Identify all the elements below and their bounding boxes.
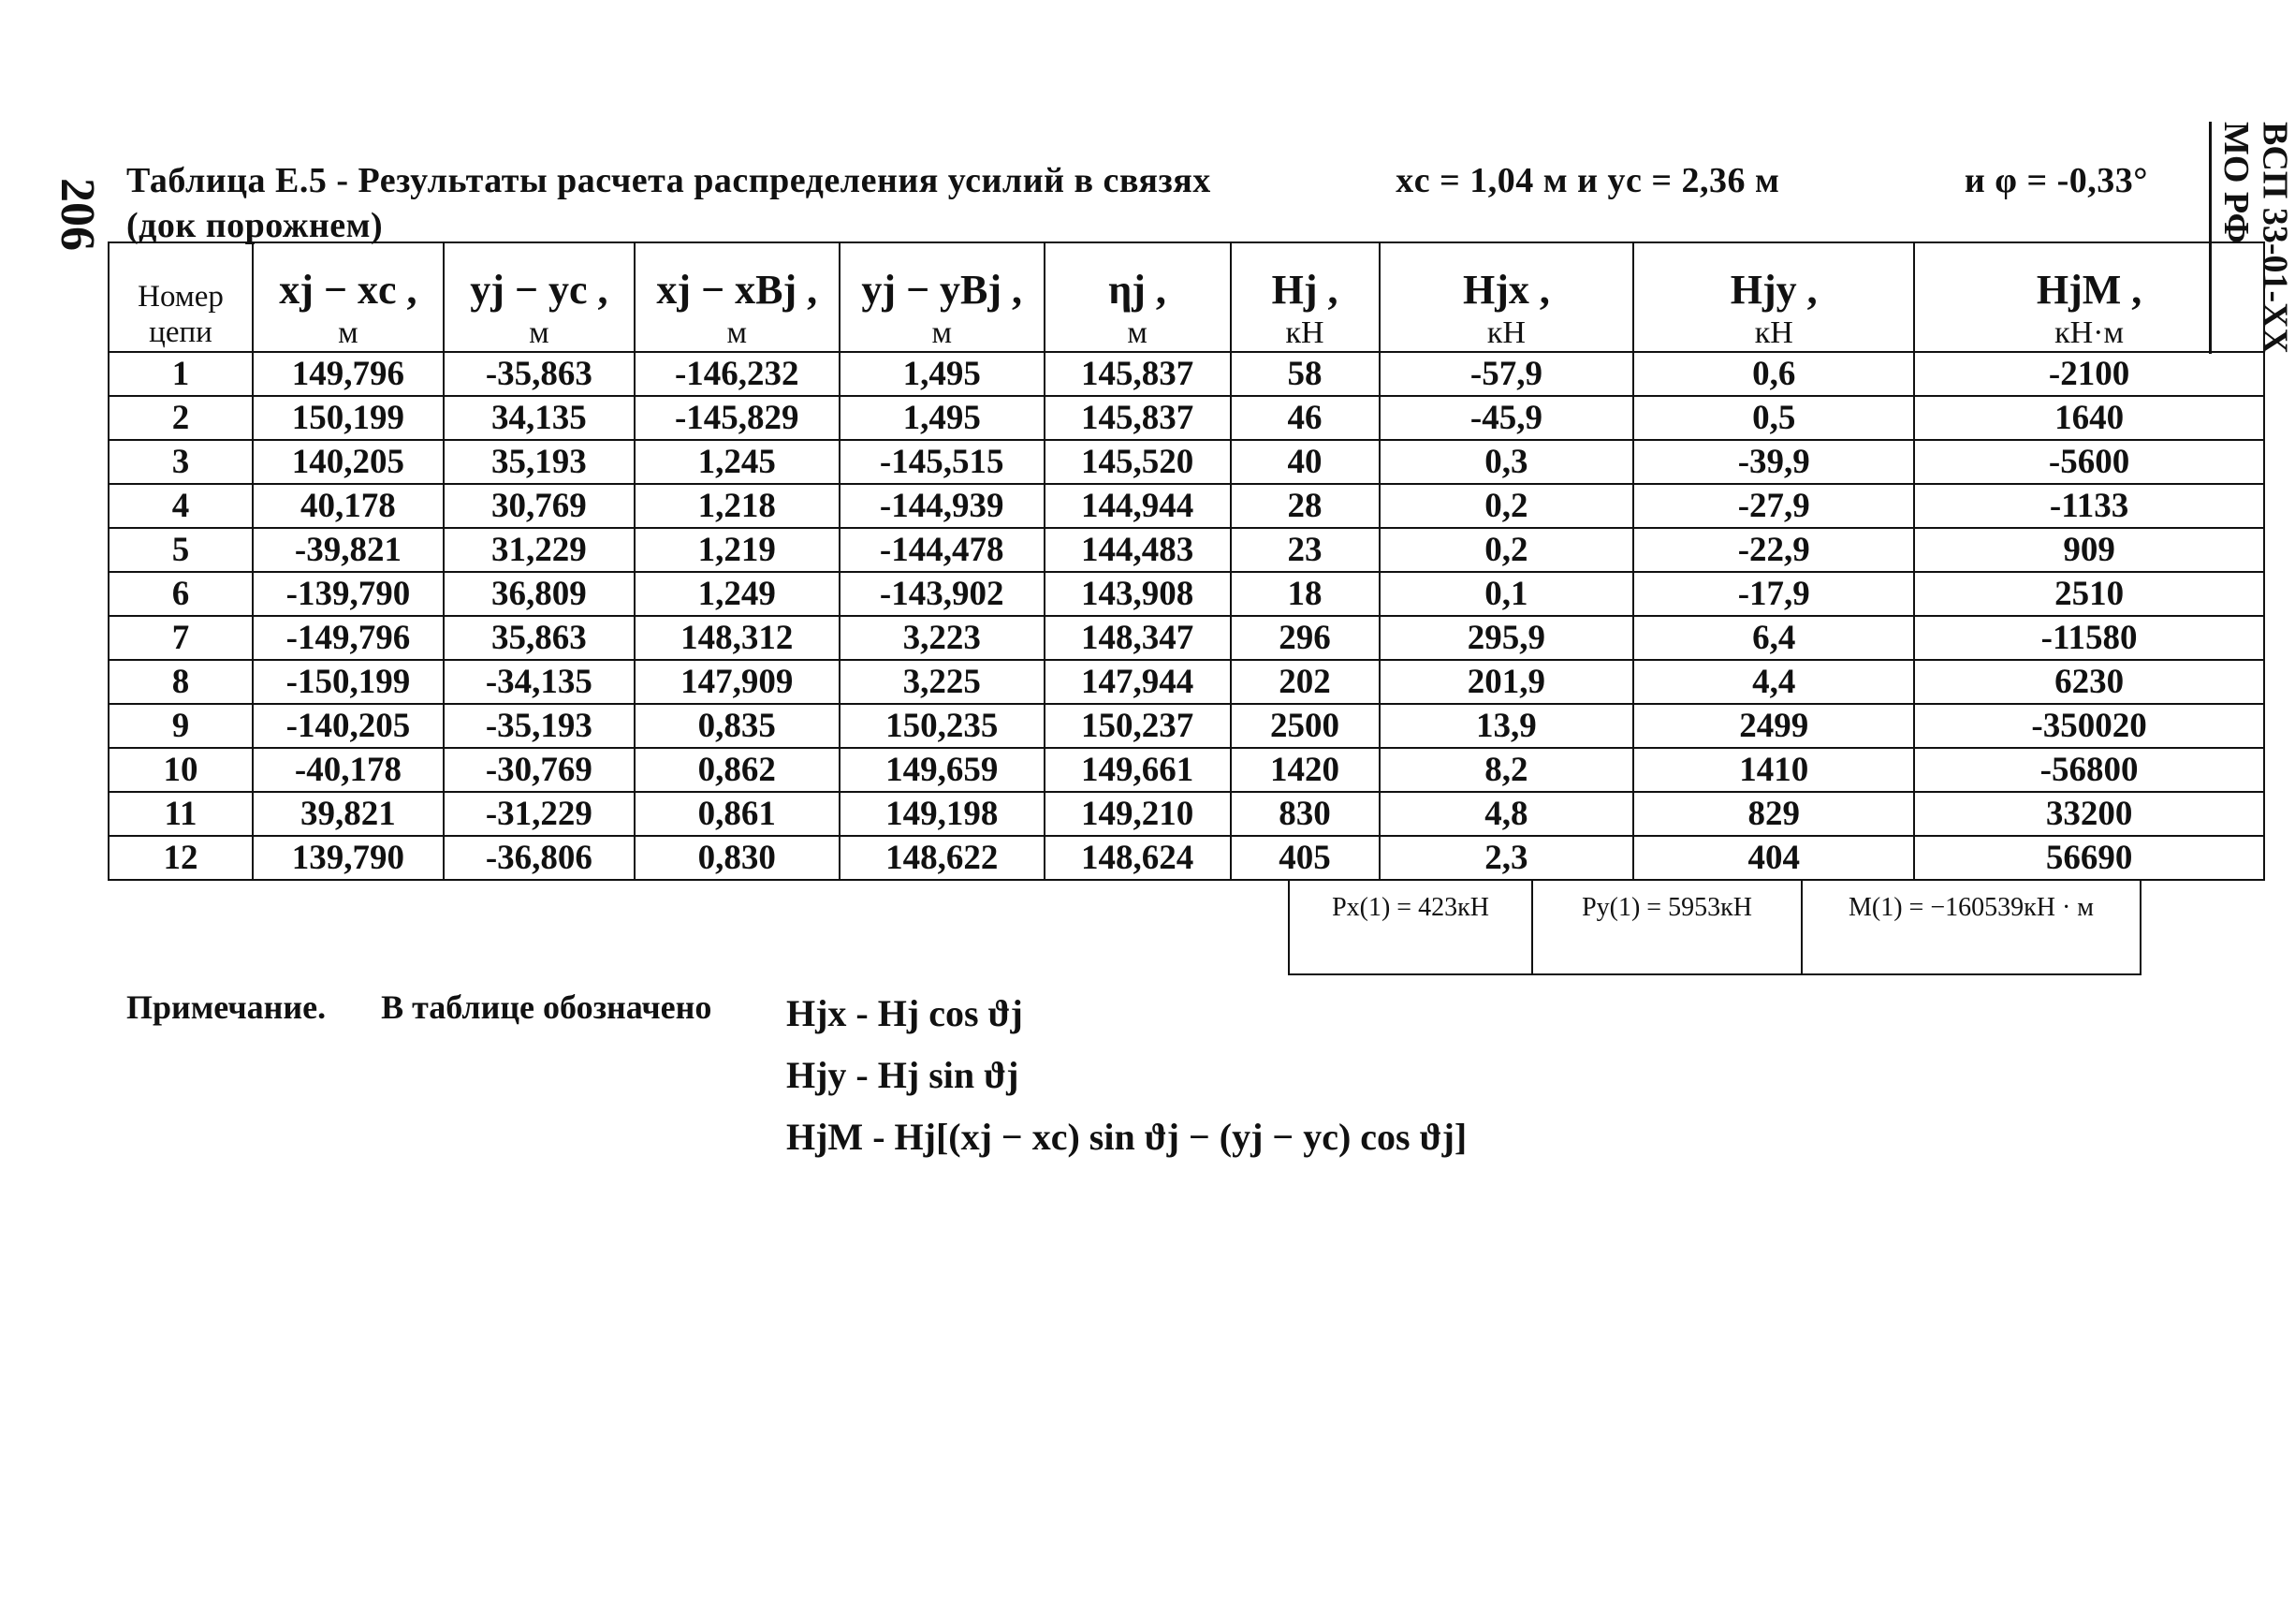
results-table — [108, 241, 2265, 881]
column-header — [635, 242, 840, 352]
table-row — [109, 704, 2264, 748]
table-cell: 4 — [109, 484, 253, 528]
table-cell: 149,659 — [840, 748, 1045, 792]
column-header-name: ηj , — [1108, 267, 1166, 314]
table-cell: 1 — [109, 352, 253, 396]
table-cell: -35,193 — [444, 704, 635, 748]
table-cell: 0,830 — [635, 836, 840, 880]
column-header-name: xj − xc , — [279, 267, 417, 314]
table-cell: 10 — [109, 748, 253, 792]
table-cell: 145,837 — [1045, 396, 1231, 440]
table-cell: 0,862 — [635, 748, 840, 792]
table-cell: 148,347 — [1045, 616, 1231, 660]
table-cell: -350020 — [1914, 704, 2264, 748]
column-header-unit: кН — [1486, 315, 1526, 350]
column-header-unit: кН·м — [2054, 315, 2125, 350]
table-cell: 1640 — [1914, 396, 2264, 440]
table-cell: 12 — [109, 836, 253, 880]
table-cell: 149,796 — [253, 352, 444, 396]
table-cell: -27,9 — [1633, 484, 1914, 528]
table-cell: -150,199 — [253, 660, 444, 704]
table-cell: 2,3 — [1380, 836, 1634, 880]
table-cell: -144,939 — [840, 484, 1045, 528]
table-cell: 0,6 — [1633, 352, 1914, 396]
table-cell: 2499 — [1633, 704, 1914, 748]
column-header-name: yj − yc , — [470, 267, 608, 314]
table-cell: -39,9 — [1633, 440, 1914, 484]
table-cell: 40,178 — [253, 484, 444, 528]
table-cell: -31,229 — [444, 792, 635, 836]
table-cell: 147,909 — [635, 660, 840, 704]
column-header-unit: м — [726, 315, 748, 350]
note — [126, 988, 711, 1027]
table-cell: 405 — [1231, 836, 1380, 880]
table-cell: -45,9 — [1380, 396, 1634, 440]
table-cell: -5600 — [1914, 440, 2264, 484]
table-cell: 9 — [109, 704, 253, 748]
column-header — [840, 242, 1045, 352]
caption-title: Таблица Е.5 - Результаты расчета распределения усилий в связях — [126, 161, 1211, 200]
table-cell: 3,223 — [840, 616, 1045, 660]
table-cell: 1,249 — [635, 572, 840, 616]
table-cell: 2500 — [1231, 704, 1380, 748]
table-cell: 1,495 — [840, 396, 1045, 440]
table-cell: -143,902 — [840, 572, 1045, 616]
table-row — [109, 660, 2264, 704]
table-cell: -17,9 — [1633, 572, 1914, 616]
table-cell: 30,769 — [444, 484, 635, 528]
table-cell: 150,235 — [840, 704, 1045, 748]
table-cell: -149,796 — [253, 616, 444, 660]
table-cell: 1,218 — [635, 484, 840, 528]
table-cell: 56690 — [1914, 836, 2264, 880]
table-cell: 147,944 — [1045, 660, 1231, 704]
table-cell: 13,9 — [1380, 704, 1634, 748]
table-cell: 35,193 — [444, 440, 635, 484]
table-row — [109, 616, 2264, 660]
table-cell: 1,245 — [635, 440, 840, 484]
caption-angle: и φ = -0,33° — [1964, 161, 2148, 200]
table-cell: 40 — [1231, 440, 1380, 484]
table-cell: 150,237 — [1045, 704, 1231, 748]
table-cell: 145,520 — [1045, 440, 1231, 484]
page-number: 206 — [51, 178, 104, 251]
table-row — [109, 396, 2264, 440]
table-cell: 148,622 — [840, 836, 1045, 880]
table-cell: 149,210 — [1045, 792, 1231, 836]
table-cell: 1420 — [1231, 748, 1380, 792]
table-cell: 35,863 — [444, 616, 635, 660]
note-label: Примечание. — [126, 988, 327, 1026]
table-cell: 140,205 — [253, 440, 444, 484]
table-cell: 1,495 — [840, 352, 1045, 396]
table-cell: -2100 — [1914, 352, 2264, 396]
column-header — [109, 242, 253, 352]
table-row — [109, 572, 2264, 616]
table-cell: 0,3 — [1380, 440, 1634, 484]
table-row — [109, 528, 2264, 572]
table-cell: 33200 — [1914, 792, 2264, 836]
table-cell: 830 — [1231, 792, 1380, 836]
table-cell: 202 — [1231, 660, 1380, 704]
table-cell: 143,908 — [1045, 572, 1231, 616]
column-header — [444, 242, 635, 352]
table-cell: 144,944 — [1045, 484, 1231, 528]
table-cell: 1410 — [1633, 748, 1914, 792]
table-cell: 31,229 — [444, 528, 635, 572]
column-header-name: Номер — [138, 280, 224, 315]
column-header-name: yj − yBj , — [861, 267, 1023, 314]
table-cell: 2 — [109, 396, 253, 440]
column-header-name: xj − xBj , — [656, 267, 818, 314]
column-header-unit: кН — [1285, 315, 1324, 350]
table-row — [109, 792, 2264, 836]
note-intro: В таблице обозначено — [381, 988, 712, 1026]
table-cell: -139,790 — [253, 572, 444, 616]
column-header — [1231, 242, 1380, 352]
table-cell: 8,2 — [1380, 748, 1634, 792]
table-cell: -57,9 — [1380, 352, 1634, 396]
table-cell: 0,2 — [1380, 484, 1634, 528]
table-cell: 6,4 — [1633, 616, 1914, 660]
column-header — [1045, 242, 1231, 352]
table-cell: 11 — [109, 792, 253, 836]
table-row — [109, 352, 2264, 396]
table-cell: 18 — [1231, 572, 1380, 616]
table-cell: 5 — [109, 528, 253, 572]
table-cell: 34,135 — [444, 396, 635, 440]
table-cell: 4,4 — [1633, 660, 1914, 704]
table-cell: 36,809 — [444, 572, 635, 616]
table-cell: 1,219 — [635, 528, 840, 572]
table-row — [109, 484, 2264, 528]
table-cell: 8 — [109, 660, 253, 704]
table-cell: 6230 — [1914, 660, 2264, 704]
table-cell: -145,829 — [635, 396, 840, 440]
table-cell: 28 — [1231, 484, 1380, 528]
table-body — [109, 352, 2264, 880]
table-cell: -146,232 — [635, 352, 840, 396]
table-cell: 39,821 — [253, 792, 444, 836]
table-cell: 6 — [109, 572, 253, 616]
total-py: Py(1) = 5953кН — [1531, 880, 1803, 975]
formulas — [786, 983, 1467, 1168]
table-cell: 7 — [109, 616, 253, 660]
table-cell: 295,9 — [1380, 616, 1634, 660]
column-header-name: HjM , — [2036, 267, 2142, 314]
table-cell: 201,9 — [1380, 660, 1634, 704]
table-row — [109, 440, 2264, 484]
table-cell: 46 — [1231, 396, 1380, 440]
column-header-unit: м — [1127, 315, 1148, 350]
table-cell: 58 — [1231, 352, 1380, 396]
table-cell: -34,135 — [444, 660, 635, 704]
total-m: M(1) = −160539кН · м — [1801, 880, 2142, 975]
table-cell: 23 — [1231, 528, 1380, 572]
caption-subtitle: (док порожнем) — [126, 205, 384, 245]
column-header — [1914, 242, 2264, 352]
column-header-unit: кН — [1754, 315, 1793, 350]
table-cell: 0,2 — [1380, 528, 1634, 572]
table-cell: 0,861 — [635, 792, 840, 836]
column-header — [1633, 242, 1914, 352]
table-cell: -145,515 — [840, 440, 1045, 484]
formula-hjy: Hjy - Hj sin ϑj — [786, 1054, 1019, 1096]
table-cell: 296 — [1231, 616, 1380, 660]
table-cell: 3 — [109, 440, 253, 484]
table-cell: 145,837 — [1045, 352, 1231, 396]
table-cell: -39,821 — [253, 528, 444, 572]
table-header-row — [109, 242, 2264, 352]
column-header-name: Hjy , — [1730, 267, 1818, 314]
column-header-unit: цепи — [149, 315, 212, 350]
column-header-unit: м — [338, 315, 358, 350]
table-cell: 149,198 — [840, 792, 1045, 836]
table-cell: -140,205 — [253, 704, 444, 748]
document-code-line1: ВСП 33-01-XX — [2255, 122, 2295, 355]
table-cell: 4,8 — [1380, 792, 1634, 836]
table-cell: 0,5 — [1633, 396, 1914, 440]
document-code-line2: МО РФ — [2215, 122, 2256, 244]
table-row — [109, 748, 2264, 792]
table-row — [109, 836, 2264, 880]
formula-hjm: HjM - Hj[(xj − xc) sin ϑj − (yj − yc) cos ϑj] — [786, 1116, 1468, 1158]
table-cell: 404 — [1633, 836, 1914, 880]
table-cell: 3,225 — [840, 660, 1045, 704]
column-header — [1380, 242, 1634, 352]
table-cell: 0,835 — [635, 704, 840, 748]
column-header-name: Hj , — [1271, 267, 1338, 314]
column-header-name: Hjx , — [1462, 267, 1550, 314]
column-header-unit: м — [529, 315, 549, 350]
table-cell: 148,624 — [1045, 836, 1231, 880]
table-cell: -40,178 — [253, 748, 444, 792]
table-cell: 148,312 — [635, 616, 840, 660]
column-header-unit: м — [931, 315, 952, 350]
table-cell: -35,863 — [444, 352, 635, 396]
table-cell: 139,790 — [253, 836, 444, 880]
table-cell: 150,199 — [253, 396, 444, 440]
table-cell: -36,806 — [444, 836, 635, 880]
table-cell: 149,661 — [1045, 748, 1231, 792]
table-cell: -11580 — [1914, 616, 2264, 660]
table-cell: 2510 — [1914, 572, 2264, 616]
total-px: Px(1) = 423кН — [1288, 880, 1533, 975]
table-cell: -22,9 — [1633, 528, 1914, 572]
table-cell: 909 — [1914, 528, 2264, 572]
table-cell: -56800 — [1914, 748, 2264, 792]
table-cell: -1133 — [1914, 484, 2264, 528]
column-header — [253, 242, 444, 352]
caption-center-coords: xc = 1,04 м и yc = 2,36 м — [1396, 161, 1780, 200]
table-cell: 144,483 — [1045, 528, 1231, 572]
table-cell: -30,769 — [444, 748, 635, 792]
table-cell: 829 — [1633, 792, 1914, 836]
table-cell: 0,1 — [1380, 572, 1634, 616]
table-caption — [126, 159, 2148, 248]
table-cell: -144,478 — [840, 528, 1045, 572]
formula-hjx: Hjx - Hj cos ϑj — [786, 992, 1023, 1034]
